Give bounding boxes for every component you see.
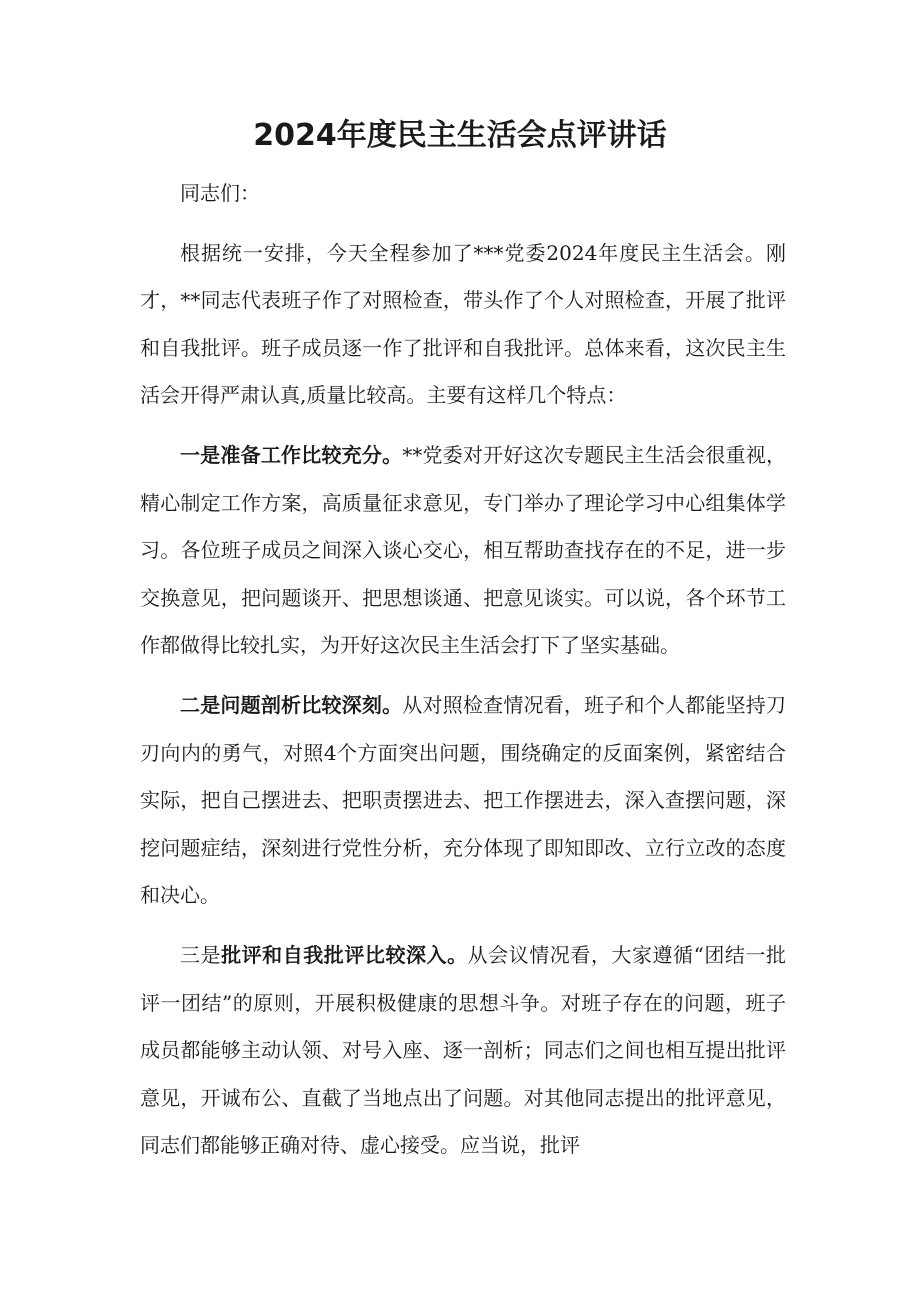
point-text: **党委对开好这次专题民主生活会很重视，精心制定工作方案，高质量征求意见，专门举办了理论学习中心组集体学习。各位班子成员之间深入谈心交心，相互帮助查找存在的不足，进一步交换意见，把问题谈开、把思想谈通、把意见谈实。可以说，各个环节工作都做得比较扎实，为开好这次民主生活会打下了坚实基础。 xyxy=(140,442,787,658)
point-lead: 二是问题剖析比较深刻。 xyxy=(180,692,403,717)
point-paragraph-3 xyxy=(140,932,786,1170)
point-text: 从会议情况看，大家遵循“团结一批评一团结”的原则，开展积极健康的思想斗争。对班子存在的问题，班子成员都能够主动认领、对号入座、逐一剖析；同志们之间也相互提出批评意见，开诚布公、直截了当地点出了问题。对其他同志提出的批评意见，同志们都能够正确对待、虚心接受。应当说，批评 xyxy=(140,942,787,1158)
point-paragraph-2 xyxy=(140,682,786,920)
greeting: 同志们： xyxy=(180,181,260,205)
point-lead: 批评和自我批评比较深入。 xyxy=(221,942,468,967)
document-title: 2024年度民主生活会点评讲话 xyxy=(253,118,667,153)
point-paragraph-1 xyxy=(140,432,786,670)
point-lead: 一是准备工作比较充分。 xyxy=(180,442,403,467)
point-text: 从对照检查情况看，班子和个人都能坚持刀刃向内的勇气，对照4个方面突出问题，围绕确定的反面案例，紧密结合实际，把自己摆进去、把职责摆进去、把工作摆进去，深入查摆问题，深挖问题症结，深刻进行党性分析，充分体现了即知即改、立行立改的态度和决心。 xyxy=(140,692,787,908)
document-body xyxy=(140,170,786,1182)
opening-paragraph: 根据统一安排，今天全程参加了***党委2024年度民主生活会。刚才，**同志代表班子作了对照检查，带头作了个人对照检查，开展了批评和自我批评。班子成员逐一作了批评和自我批评。总体来看，这次民主生活会开得严肃认真,质量比较高。主要有这样几个特点： xyxy=(140,240,786,408)
point-prefix: 三是 xyxy=(180,942,222,967)
